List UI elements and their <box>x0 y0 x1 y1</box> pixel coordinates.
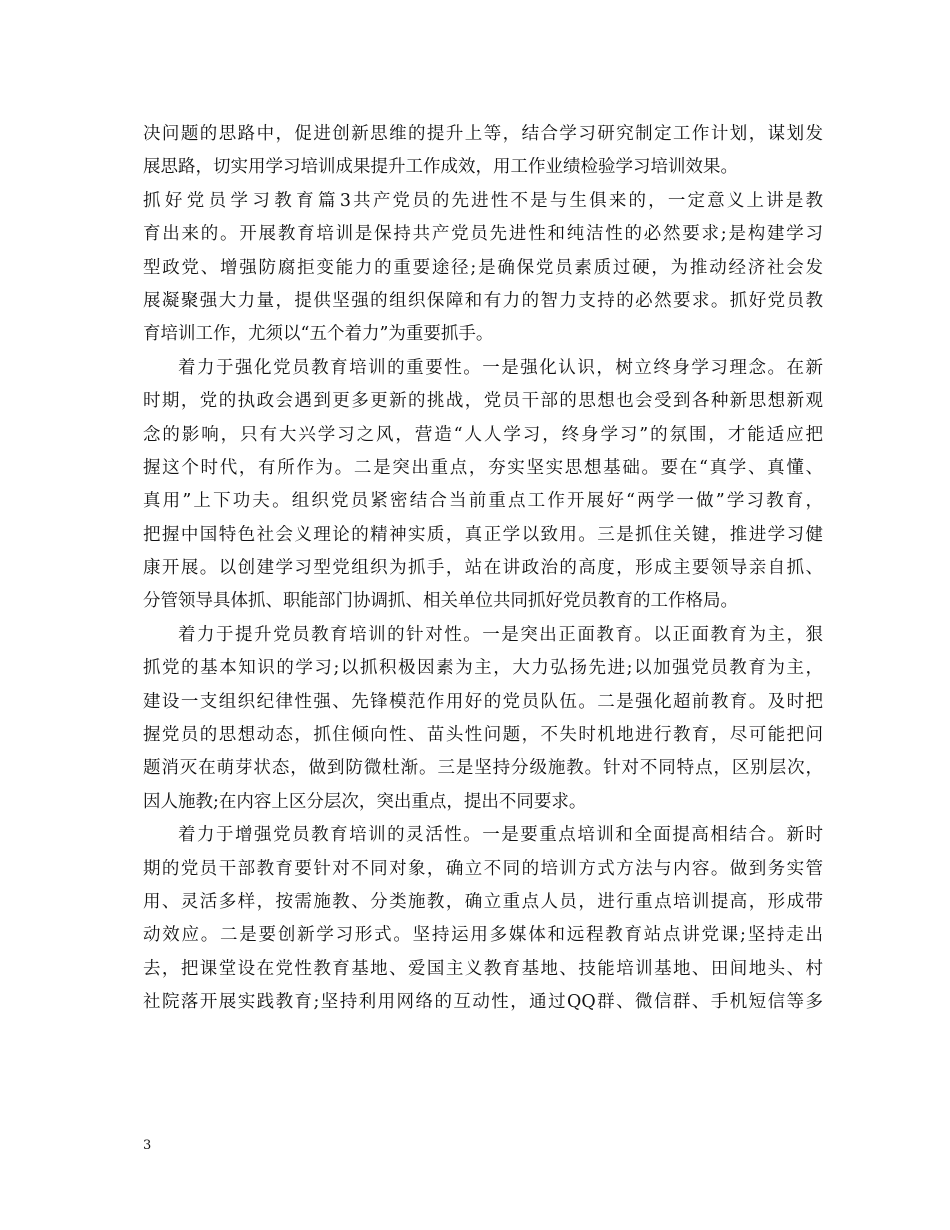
page-number: 3 <box>143 1138 152 1153</box>
text-line: 社院落开展实践教育;坚持利用网络的互动性，通过QQ群、微信群、手机短信等多 <box>143 992 823 1013</box>
text-line: 展凝聚强大力量，提供坚强的组织保障和有力的智力支持的必然要求。抓好党员教 <box>143 290 823 311</box>
paragraph-first-line: 着力于增强党员教育培训的灵活性。一是要重点培训和全面提高相结合。新时 <box>178 825 823 846</box>
text-line: 展思路，切实用学习培训成果提升工作成效，用工作业绩检验学习培训效果。 <box>143 157 738 178</box>
text-line: 分管领导具体抓、职能部门协调抓、相关单位共同抓好党员教育的工作格局。 <box>143 591 738 612</box>
text-line: 因人施教;在内容上区分层次，突出重点，提出不同要求。 <box>143 791 587 812</box>
text-line: 动效应。二是要创新学习形式。坚持运用多媒体和远程教育站点讲党课;坚持走出 <box>143 925 823 946</box>
section-heading: 抓好党员学习教育篇3 <box>143 190 351 211</box>
text-line: 康开展。以创建学习型党组织为抓手，站在讲政治的高度，形成主要领导亲自抓、 <box>143 558 823 579</box>
text-line: 握这个时代，有所作为。二是突出重点，夯实坚实思想基础。要在“真学、真懂、 <box>143 457 823 478</box>
text-line: 育培训工作，尤须以“五个着力”为重要抓手。 <box>143 324 494 345</box>
paragraph-first-line: 着力于提升党员教育培训的针对性。一是突出正面教育。以正面教育为主，狠 <box>178 624 823 645</box>
text-line: 题消灭在萌芽状态，做到防微杜渐。三是坚持分级施教。针对不同特点，区别层次， <box>143 758 823 779</box>
text-line: 型政党、增强防腐拒变能力的重要途径;是确保党员素质过硬，为推动经济社会发 <box>143 257 823 278</box>
text-line: 念的影响，只有大兴学习之风，营造“人人学习，终身学习”的氛围，才能适应把 <box>143 424 823 445</box>
section-heading-line <box>143 185 823 218</box>
text-line: 抓党的基本知识的学习;以抓积极因素为主，大力弘扬先进;以加强党员教育为主， <box>143 658 823 679</box>
text-line: 时期，党的执政会遇到更多更新的挑战，党员干部的思想也会受到各种新思想新观 <box>143 391 823 412</box>
text-line: 决问题的思路中，促进创新思维的提升上等，结合学习研究制定工作计划，谋划发 <box>143 124 823 144</box>
text-line: 建设一支组织纪律性强、先锋模范作用好的党员队伍。二是强化超前教育。及时把 <box>143 691 823 712</box>
text-line: 期的党员干部教育要针对不同对象，确立不同的培训方式方法与内容。做到务实管 <box>143 858 823 879</box>
page-content <box>143 118 823 1020</box>
text-line: 把握中国特色社会义理论的精神实质，真正学以致用。三是抓住关键，推进学习健 <box>143 524 823 545</box>
text-line: 握党员的思想动态，抓住倾向性、苗头性问题，不失时机地进行教育，尽可能把问 <box>143 725 823 746</box>
text-line: 真用”上下功夫。组织党员紧密结合当前重点工作开展好“两学一做”学习教育， <box>143 491 823 512</box>
text-line: 去，把课堂设在党性教育基地、爱国主义教育基地、技能培训基地、田间地头、村 <box>143 958 823 979</box>
text-span: 共产党员的先进性不是与生俱来的，一定意义上讲是教 <box>351 190 823 211</box>
text-line: 用、灵活多样，按需施教、分类施教，确立重点人员，进行重点培训提高，形成带 <box>143 891 823 912</box>
text-line: 育出来的。开展教育培训是保持共产党员先进性和纯洁性的必然要求;是构建学习 <box>143 224 823 245</box>
paragraph-first-line: 着力于强化党员教育培训的重要性。一是强化认识，树立终身学习理念。在新 <box>178 357 823 378</box>
